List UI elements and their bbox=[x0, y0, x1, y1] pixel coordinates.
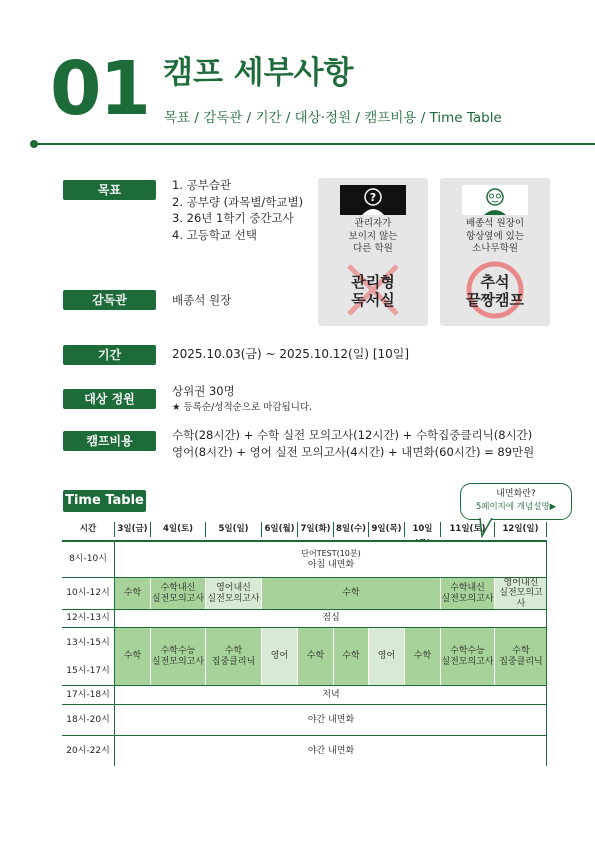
cost-value: 수학(28시간) + 수학 실전 모의고사(12시간) + 수학집중클리닉(8시간) 영어(8시간) + 영어 실전 모의고사(4시간) + 내면화(60시간) = 89만원 bbox=[172, 428, 535, 459]
time-cell: 17시-18시 bbox=[62, 686, 114, 704]
day-header: 11일(토) bbox=[440, 522, 494, 537]
day-header: 10일 bbox=[404, 522, 440, 537]
time-cell: 13시-15시 bbox=[62, 628, 114, 658]
goal-label: 목표 bbox=[63, 180, 156, 200]
goal-list bbox=[172, 177, 303, 243]
class-cell: 수학수능 실전모의고사 bbox=[151, 628, 205, 685]
card-sonamu-academy bbox=[440, 178, 550, 326]
grid-line bbox=[114, 542, 115, 766]
period-value: 2025.10.03(금) ~ 2025.10.12(일) [10일] bbox=[172, 347, 410, 361]
target-note: ★ 등록순/성적순으로 마감됩니다. bbox=[172, 401, 313, 413]
page-subtitle: 목표 / 감독관 / 기간 / 대상·정원 / 캠프비용 / Time Table bbox=[164, 110, 502, 126]
header-divider bbox=[34, 143, 595, 145]
class-cell: 영어 bbox=[369, 628, 404, 685]
question-person-icon bbox=[340, 185, 406, 215]
timetable-grid bbox=[62, 540, 547, 766]
goal-item: 1. 공부습관 bbox=[172, 178, 232, 192]
time-cell: 10시-12시 bbox=[62, 578, 114, 609]
lunch-cell: 점심 bbox=[115, 610, 547, 627]
time-cell: 15시-17시 bbox=[62, 658, 114, 685]
morning-session: 단어TEST(10분) 아침 내면화 bbox=[115, 542, 547, 577]
class-cell: 수학내신 실전모의고사 bbox=[151, 578, 205, 609]
grid-line bbox=[62, 577, 547, 578]
grid-line bbox=[62, 627, 547, 628]
day-header: 9일(목) bbox=[368, 522, 404, 537]
day-header: 5일(일) bbox=[205, 522, 261, 537]
evening-session: 야간 내면화 bbox=[115, 736, 547, 766]
class-cell: 수학 bbox=[405, 628, 440, 685]
class-cell: 영어 bbox=[262, 628, 297, 685]
class-cell: 수학수능 실전모의고사 bbox=[441, 628, 494, 685]
goal-item: 3. 26년 1학기 중간고사 bbox=[172, 211, 294, 225]
teacher-face-icon bbox=[462, 185, 528, 215]
grid-line bbox=[62, 735, 547, 736]
target-value: 상위권 30명 ★ 등록순/성적순으로 마감됩니다. bbox=[172, 383, 312, 416]
grid-line bbox=[62, 685, 547, 686]
time-cell: 18시-20시 bbox=[62, 705, 114, 735]
day-header: 4일(토) bbox=[150, 522, 205, 537]
time-cell: 20시-22시 bbox=[62, 736, 114, 766]
class-cell: 수학 bbox=[298, 628, 333, 685]
time-cell: 12시-13시 bbox=[62, 610, 114, 627]
grid-line bbox=[546, 542, 547, 766]
supervisor-label: 감독관 bbox=[63, 290, 156, 310]
cost-label: 캠프비용 bbox=[63, 431, 156, 451]
supervisor-value: 배종석 원장 bbox=[172, 293, 232, 307]
class-cell: 수학 bbox=[262, 578, 440, 609]
goal-item: 4. 고등학교 선택 bbox=[172, 227, 257, 242]
evening-session: 야간 내면화 bbox=[115, 705, 547, 735]
card-headline: 관리형 독서실 bbox=[351, 273, 395, 309]
time-cell: 8시-10시 bbox=[62, 542, 114, 577]
card-caption: 배종석 원장이 항상옆에 있는 소나무학원 bbox=[465, 218, 525, 254]
timetable-label: Time Table bbox=[63, 490, 146, 512]
day-header: 12일(일) bbox=[494, 522, 547, 537]
section-number: 01 bbox=[50, 46, 149, 132]
explanation-bubble[interactable]: 내면화란? 5페이지에 개념설명▶ bbox=[460, 483, 572, 520]
class-cell: 영어내신 실전모의고사 bbox=[206, 578, 261, 609]
day-header: 3일(금) bbox=[114, 522, 150, 537]
page-title: 캠프 세부사항 bbox=[163, 55, 354, 91]
card-other-academy bbox=[318, 178, 428, 326]
class-cell: 수학 집중클리닉 bbox=[206, 628, 261, 685]
goal-item: 2. 공부량 (과목별/학교별) bbox=[172, 194, 304, 209]
svg-text:?: ? bbox=[369, 191, 377, 204]
class-cell: 수학 bbox=[334, 628, 368, 685]
dinner-cell: 저녁 bbox=[115, 686, 547, 704]
day-header: 6일(월) bbox=[261, 522, 297, 537]
class-cell: 수학 bbox=[115, 578, 150, 609]
class-cell: 영어내신 실전모의고사 bbox=[495, 578, 547, 609]
class-cell: 수학내신 실전모의고사 bbox=[441, 578, 494, 609]
day-header: 7일(화) bbox=[297, 522, 333, 537]
card-caption: 관리자가 보이지 않는 다른 학원 bbox=[348, 218, 398, 254]
class-cell: 수학 집중클리닉 bbox=[495, 628, 547, 685]
day-header: 8일(수) bbox=[333, 522, 368, 537]
class-cell: 수학 bbox=[115, 628, 150, 685]
grid-line bbox=[62, 609, 547, 610]
grid-line bbox=[62, 704, 547, 705]
target-label: 대상 정원 bbox=[63, 389, 156, 409]
time-column-header: 시간 bbox=[79, 524, 97, 534]
card-headline: 추석 끝짱캠프 bbox=[466, 273, 524, 309]
period-label: 기간 bbox=[63, 345, 156, 365]
